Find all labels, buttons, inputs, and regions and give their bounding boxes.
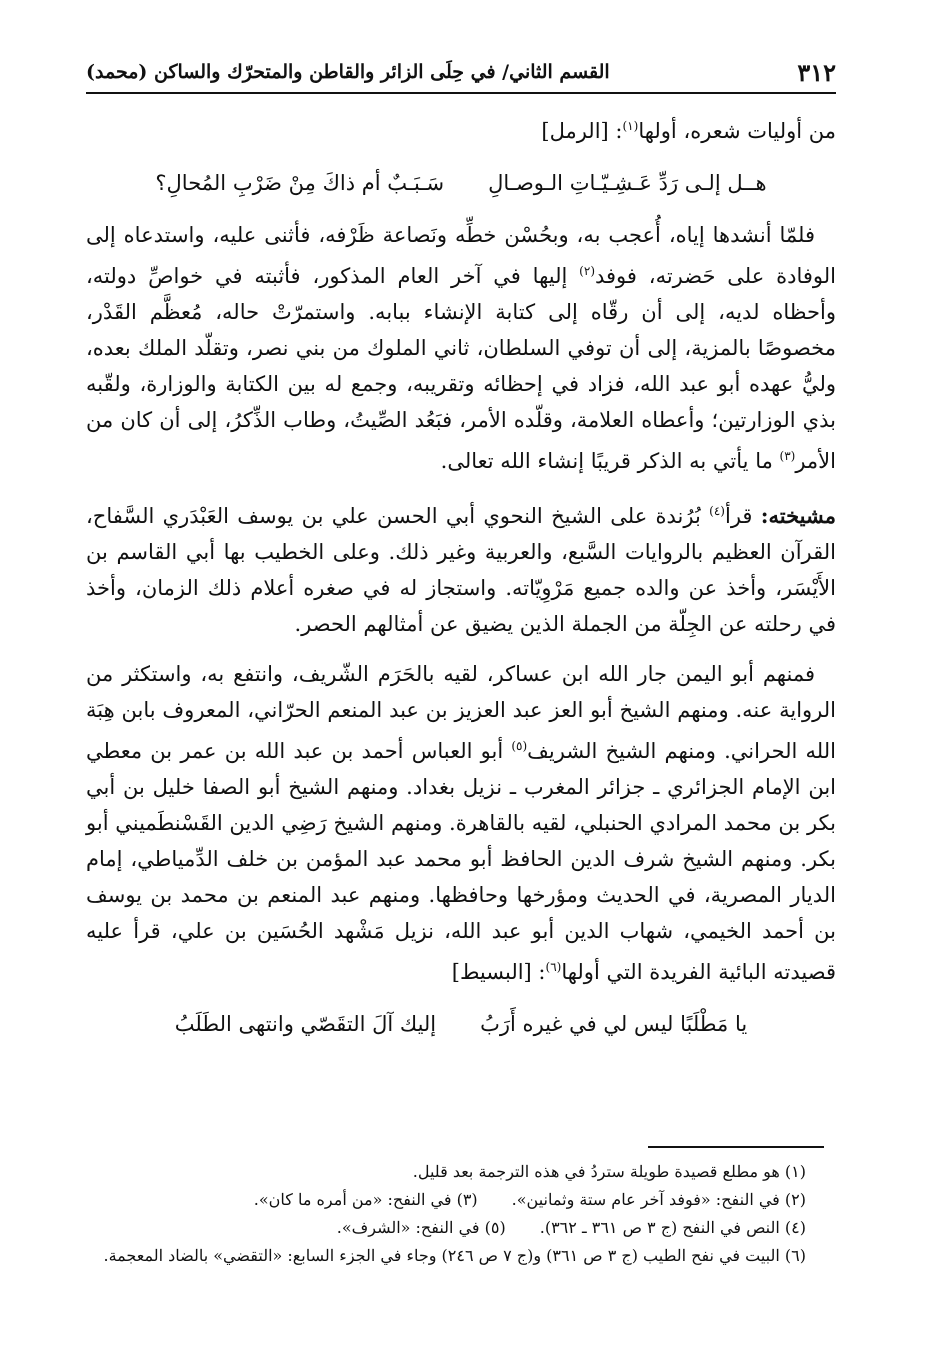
footnote-6: (٦) البيت في نفح الطيب (ج ٣ ص ٣٦١) و(ج ٧ ص ٢٤٦) وجاء في الجزء السابع: «التقضي» بالضاد المعجمة. xyxy=(103,1246,806,1265)
footnote-ref: (٦) xyxy=(545,960,562,974)
intro-line: من أوليات شعره، أولها$^{(١)}$: [الرمل] xyxy=(541,119,836,143)
verse-hemistich-first: هــل إلـى رَدِّ عَـشِـيّـاتِ الـوصـالِ xyxy=(488,171,767,195)
section-label: مشيخته: xyxy=(760,503,836,528)
verse-hemistich-second: سَـبَـبٌ أم ذاكَ مِنْ ضَرْبِ المُحالِ؟ xyxy=(155,171,445,195)
verse-hemistich-first: يا مَطْلَبًا ليس لي في غيره أَرَبُ xyxy=(480,1012,748,1036)
page-header xyxy=(86,52,836,94)
verse-basit xyxy=(86,1004,836,1044)
footnote-ref: (٣) xyxy=(779,449,796,463)
footnote-row xyxy=(86,1186,806,1214)
running-title: القسم الثاني/ في حِلَى الزائر والقاطن والمتحرّك والساكن (محمد) xyxy=(86,61,610,83)
verse-hemistich-second: إليك آلَ التقَصّي وانتهى الطَلَبُ xyxy=(174,1012,437,1036)
footnote-2: (٢) في النفح: «فوفد آخر عام ستة وثمانين». xyxy=(511,1190,806,1209)
footnote-3: (٣) في النفح: «من أمره ما كان». xyxy=(253,1190,478,1209)
verse-ramal xyxy=(86,163,836,203)
footnote-ref: (٢) xyxy=(579,264,595,278)
page-number: ٣١٢ xyxy=(797,57,836,87)
footnotes xyxy=(86,1158,806,1270)
paragraph-biography: فلمّا أنشدها إياه، أُعجب به، وبحُسْن خطِّه ونَصاعة ظَرْفه، فأثنى عليه، واستدعاه إلى الوفادة على حَضرته، فوفد$^{(٢)}$ إليها في آخر العام المذكور، فأثبته في خواصِّ دولته، وأحظاه لديه، إلى أن رقّاه إلى كتابة الإنشاء ببابه. واستمرّتْ حاله، مُعظَّم القَدْر، مخصوصًا بالمزية، إلى أن توفي السلطان، ثاني الملوك من بني نصر، وتقلّد الملك بعده، وليُّ عهده أبو عبد الله، فزاد في إحظائه وتقريبه، وجمع له بين الكتابة والوزارة، ولقّبه بذي الوزارتين؛ وأعطاه العلامة، وقلّده الأمر، فبَعُد الصِّيتُ، وطاب الذِّكرُ، إلى أن كان من الأمر$^{(٣)}$ ما يأتي به الذكر قريبًا إنشاء الله تعالى. xyxy=(86,223,836,473)
footnote-1: (١) هو مطلع قصيدة طويلة ستردُ في هذه الترجمة بعد قليل. xyxy=(412,1162,806,1181)
footnote-ref: (١) xyxy=(622,119,639,133)
main-text xyxy=(86,108,836,1058)
paragraph-teachers: مشيخته: قرأ$^{(٤)}$ بُرُندة على الشيخ النحوي أبي الحسن علي بن يوسف العَبْدَري السَّفاح، القرآن العظيم بالروايات السَّبع، والعربية وغير ذلك. وعلى الخطيب بها أبي القاسم بن الأَيْسَر، وأخذ عن والده جميع مَرْوِيّاته. واستجاز له في صغره أعلام ذلك الزمان، وأخذ في رحلته عن الجِلّة من الجملة الذين يضيق عن أمثالهم الحصر. xyxy=(86,503,836,636)
footnote-divider xyxy=(648,1146,824,1148)
footnote-row xyxy=(86,1214,806,1242)
footnote-4: (٤) النص في النفح (ج ٣ ص ٣٦١ ـ ٣٦٢). xyxy=(539,1218,806,1237)
paragraph-teachers-list: فمنهم أبو اليمن جار الله ابن عساكر، لقيه بالحَرَم الشّريف، وانتفع به، واستكثر من الرواية عنه. ومنهم الشيخ أبو العز عبد العزيز بن عبد المنعم الحرّاني، المعروف بابن هِبَة الله الحراني. ومنهم الشيخ الشريف$^{(٥)}$ أبو العباس أحمد بن عبد الله بن عمر بن معطي ابن الإمام الجزائري ـ جزائر المغرب ـ نزيل بغداد. ومنهم الشيخ أبو الصفا خليل بن أبي بكر بن محمد المرادي الحنبلي، لقيه بالقاهرة. ومنهم الشيخ رَضِي الدين القَسْنطَميني أبو بكر. ومنهم الشيخ شرف الدين الحافظ أبو محمد عبد المؤمن بن خلف الدِّمياطي، إمام الديار المصرية، في الحديث ومؤرخها وحافظها. ومنهم عبد المنعم بن محمد بن يوسف بن أحمد الخيمي، شهاب الدين أبو عبد الله، نزيل مَشْهد الحُسَين بن علي، قرأ عليه قصيدته البائية الفريدة التي أولها$^{(٦)}$: [البسيط] xyxy=(86,662,836,984)
footnote-5: (٥) في النفح: «الشرف». xyxy=(336,1218,506,1237)
footnote-ref: (٥) xyxy=(511,739,528,753)
footnote-ref: (٤) xyxy=(709,504,725,518)
